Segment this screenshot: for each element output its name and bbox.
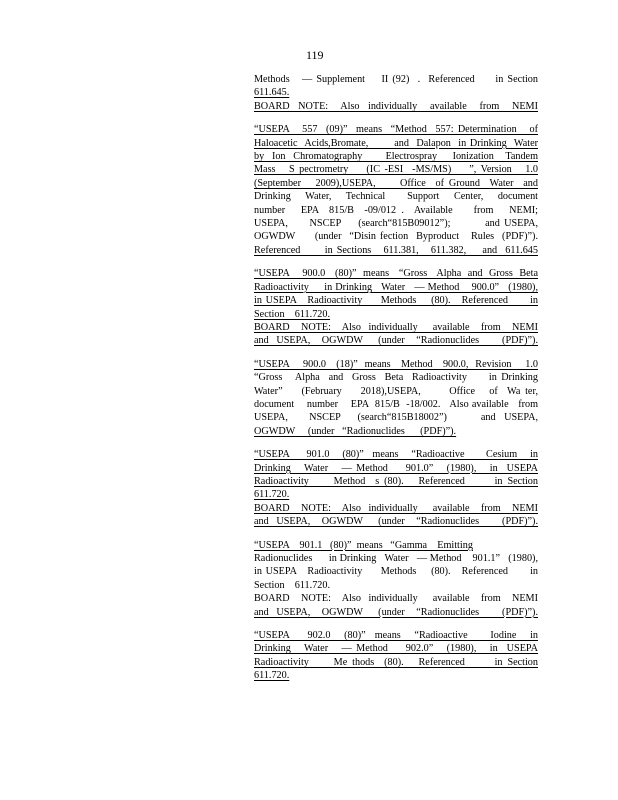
text-line: “USEPA 902.0 (80)” means “Radioactive Iodine in	[254, 630, 538, 642]
text-line: USEPA, NSCEP (search“815B18002”) and USEPA,	[254, 412, 538, 424]
page-number: 119	[306, 48, 324, 62]
text-line: Radionuclides in Drinking Water — Method 901.1” (1980),	[254, 553, 538, 564]
text-line: OGWDW (under “Radionuclides (PDF)”).	[254, 425, 457, 437]
text-line: Water” (February 2018),USEPA, Office of Wa ter,	[254, 385, 538, 397]
definition-entry	[254, 73, 538, 113]
definition-entry	[254, 629, 538, 683]
text-line: Methods — Supplement II (92) . Referenced in Section	[254, 74, 538, 85]
text-line: Referenced in Sections 611.381, 611.382, and 611.645	[254, 244, 538, 256]
text-line: “USEPA 900.0 (80)” means “Gross Alpha and Gross Beta	[254, 268, 538, 280]
text-line: Radioactivity Me thods (80). Referenced in Section	[254, 656, 538, 668]
text-line: in USEPA Radioactivity Methods (80). Referenced in	[254, 566, 538, 578]
text-line: Drinking Water, Technical Support Center, document	[254, 191, 538, 203]
definition-entry	[254, 358, 538, 438]
definition-entry	[254, 267, 538, 347]
text-line: OGWDW (under “Disin fection Byproduct Rules (PDF)”).	[254, 231, 538, 243]
text-line: number EPA 815/B -09/012 . Available from NEMI;	[254, 204, 538, 216]
text-line: in USEPA Radioactivity Methods (80). Referenced in	[254, 295, 538, 307]
text-line: 611.720.	[254, 670, 290, 682]
document-body	[254, 73, 538, 693]
text-line: BOARD NOTE: Also individually available from NEMI	[254, 321, 538, 333]
text-line: Haloacetic Acids,Bromate, and Dalapon in Drinking Water	[254, 137, 538, 149]
text-line: (September 2009),USEPA, Office of Ground Water and	[254, 177, 538, 189]
text-line: by Ion Chromatography Electrospray Ionization Tandem	[254, 151, 538, 163]
text-line: “Gross Alpha and Gross Beta Radioactivity in Drinking	[254, 372, 538, 384]
text-line: Drinking Water — Method 902.0” (1980), in USEPA	[254, 643, 538, 655]
definition-entry	[254, 448, 538, 528]
text-line: Drinking Water — Method 901.0” (1980), in USEPA	[254, 462, 538, 474]
text-line: BOARD NOTE: Also individually available from NEMI	[254, 502, 538, 514]
text-line: Mass S pectrometry (IC -ESI -MS/MS) ”, Version 1.0	[254, 164, 538, 176]
definition-entry	[254, 539, 538, 619]
text-line: BOARD NOTE: Also individually available from NEMI	[254, 593, 538, 605]
text-line: Radioactivity in Drinking Water — Method 900.0” (1980),	[254, 281, 538, 293]
text-line: and USEPA, OGWDW (under “Radionuclides (PDF)”).	[254, 516, 538, 528]
text-line: “USEPA 901.0 (80)” means “Radioactive Cesium in	[254, 449, 538, 461]
text-line: 611.720.	[254, 489, 290, 501]
text-line: Radioactivity Method s (80). Referenced in Section	[254, 475, 538, 487]
text-line: 611.645.	[254, 87, 290, 99]
text-line: “USEPA 557 (09)” means “Method 557: Determination of	[254, 124, 538, 136]
text-line: USEPA, NSCEP (search“815B09012”); and USEPA,	[254, 218, 538, 230]
text-line: Section 611.720.	[254, 308, 331, 320]
text-line: “USEPA 900.0 (18)” means Method 900.0, Revision 1.0	[254, 358, 538, 370]
text-line: “USEPA 901.1 (80)” means “Gamma Emitting	[254, 539, 473, 551]
text-line: BOARD NOTE: Also individually available from NEMI	[254, 100, 538, 112]
text-line: and USEPA, OGWDW (under “Radionuclides (PDF)”).	[254, 606, 538, 618]
definition-entry	[254, 123, 538, 257]
text-line: and USEPA, OGWDW (under “Radionuclides (PDF)”).	[254, 335, 538, 347]
text-line: Section 611.720.	[254, 579, 331, 591]
text-line: document number EPA 815/B -18/002. Also available from	[254, 398, 538, 410]
